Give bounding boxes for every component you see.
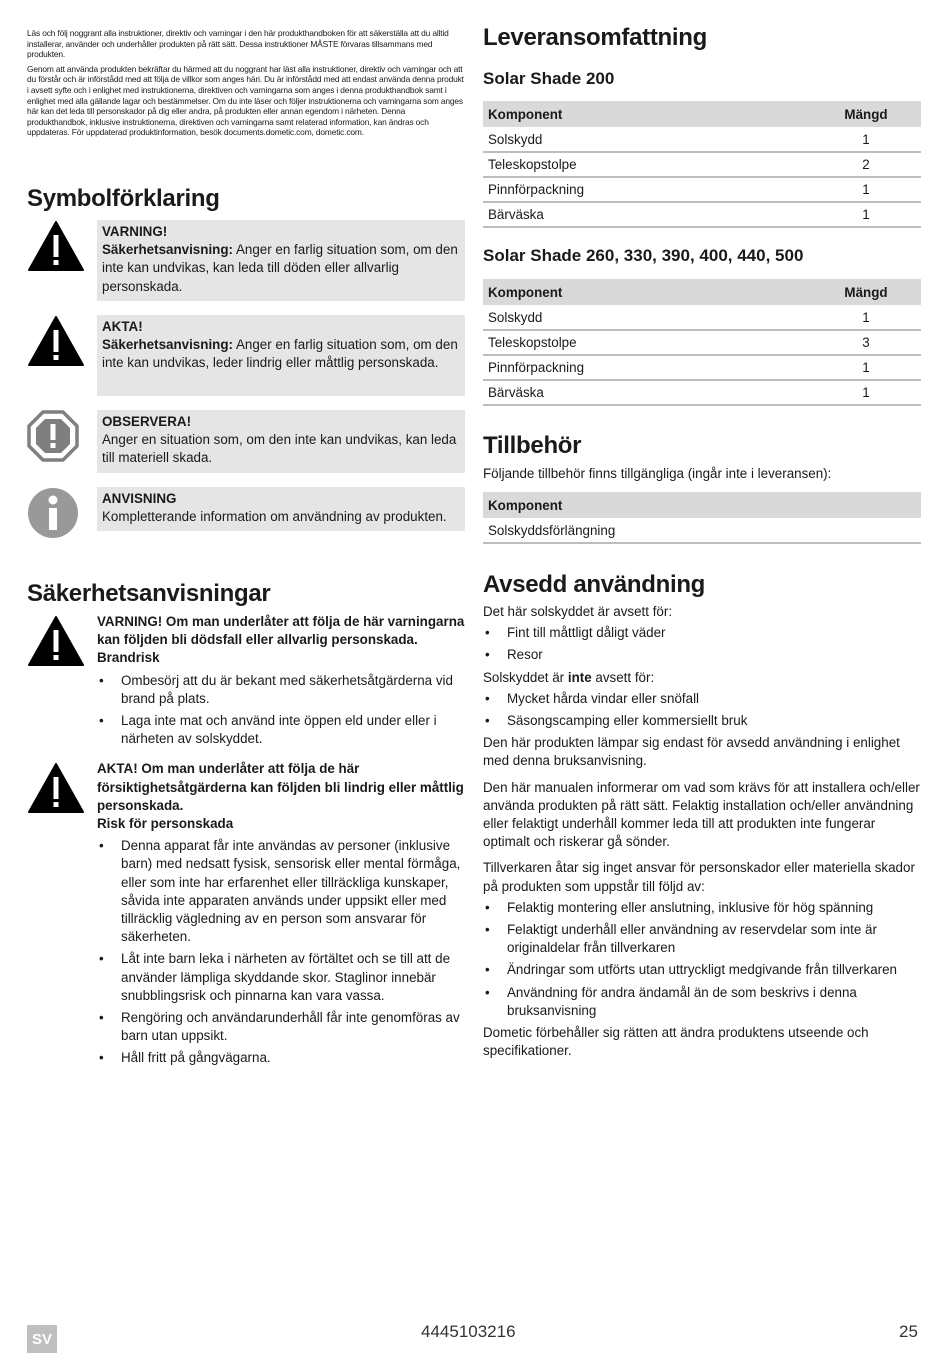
safety-caution-title: AKTA! Om man underlåter att följa de här försiktighetsåtgärderna kan följden bli lindrig eller måttlig personskada. <box>97 761 464 813</box>
list-item: • Låt inte barn leka i närheten av förtältet och se till att de använder lämpliga skyddande skor. Staglinor innebär snubblingsrisk och pinnarna kan vara vassa. <box>97 950 465 1005</box>
intended-not-text <box>483 669 921 687</box>
accessories-table <box>483 492 921 544</box>
intended-use-heading: Avsedd användning <box>483 571 706 598</box>
symbol-caution <box>27 315 465 396</box>
symbol-info <box>27 487 465 539</box>
table-row <box>483 330 921 355</box>
list-item: • Mycket hårda vindar eller snöfall <box>483 690 921 708</box>
table-row <box>483 127 921 152</box>
cell-component: Teleskopstolpe <box>483 152 811 177</box>
symbol-warning-lead: Säkerhetsanvisning: <box>102 242 233 258</box>
warning-triangle-icon <box>27 220 97 272</box>
cell-component: Bärväska <box>483 202 811 227</box>
intended-not-post: avsett för: <box>591 669 655 685</box>
table-row <box>483 152 921 177</box>
list-item: • Resor <box>483 646 921 664</box>
cell-qty: 1 <box>811 305 921 330</box>
symbol-caution-lead: Säkerhetsanvisning: <box>102 337 233 353</box>
col-header-qty: Mängd <box>811 279 921 305</box>
intended-for-text: Det här solskyddet är avsett för: <box>483 604 673 619</box>
symbol-info-title: ANVISNING <box>102 491 177 506</box>
delivery-table-1-title: Solar Shade 200 <box>483 69 615 88</box>
intended-paragraph-2: Den här manualen informerar om vad som krävs för att installera och/eller använda produkten på rätt sätt. Felaktig installation och/eller användning eller felaktigt underhåll kommer leda till att produkten inte fungerar optimalt och riskerar gå sönder. <box>483 779 920 850</box>
safety-warning-block <box>27 613 465 752</box>
symbol-warning-text: Anger en farlig situation som, om den inte kan undvikas, kan leda till döden eller allvarlig personskada. <box>102 242 458 294</box>
intro-paragraph-1: Läs och följ noggrant alla instruktioner, direktiv och varningar i den här produkthandboken för att säkerställa att du alltid installerar, använder och underhåller produkten på rätt sätt. Dessa instruktioner MÅSTE förvaras tillsammans med produkten. <box>27 28 449 60</box>
table-row <box>483 305 921 330</box>
symbol-warning <box>27 220 465 301</box>
accessories-heading: Tillbehör <box>483 432 582 459</box>
symbol-caution-title: AKTA! <box>102 319 143 334</box>
cell-component: Pinnförpackning <box>483 355 811 380</box>
safety-caution-block <box>27 760 465 1071</box>
safety-heading: Säkerhetsanvisningar <box>27 580 271 607</box>
cell-qty: 1 <box>811 127 921 152</box>
delivery-table-1 <box>483 101 921 228</box>
intended-use-body <box>483 603 921 1060</box>
table-row <box>483 202 921 227</box>
col-header-component: Komponent <box>483 492 921 518</box>
cell-qty: 1 <box>811 355 921 380</box>
list-item: • Felaktigt underhåll eller användning av reservdelar som inte är originaldelar från tillverkaren <box>483 921 921 957</box>
delivery-heading: Leveransomfattning <box>483 24 707 51</box>
symbol-notice-title: OBSERVERA! <box>102 414 192 429</box>
cell-qty: 1 <box>811 177 921 202</box>
cell-qty: 1 <box>811 380 921 405</box>
intended-not-bold: inte <box>567 669 592 685</box>
table-row <box>483 177 921 202</box>
cell-component: Solskydd <box>483 127 811 152</box>
list-item: • Användning för andra ändamål än de som beskrivs i denna bruksanvisning <box>483 984 921 1020</box>
list-item: • Ändringar som utförts utan uttryckligt medgivande från tillverkaren <box>483 961 921 979</box>
intro <box>27 28 465 142</box>
symbol-notice-text: Anger en situation som, om den inte kan undvikas, kan leda till materiell skada. <box>102 432 457 466</box>
page-number: 25 <box>899 1322 918 1341</box>
intended-paragraph-3: Tillverkaren åtar sig inget ansvar för personskador eller materiella skador på produkten som uppstår till följd av: <box>483 860 915 894</box>
language-badge: SV <box>27 1325 57 1353</box>
cell-qty: 2 <box>811 152 921 177</box>
cell-component: Bärväska <box>483 380 811 405</box>
cell-component: Solskydd <box>483 305 811 330</box>
symbol-caution-text: Anger en farlig situation som, om den inte kan undvikas, leder lindrig eller måttlig personskada. <box>102 337 458 371</box>
list-item: • Laga inte mat och använd inte öppen eld under eller i närheten av solskyddet. <box>97 712 465 748</box>
col-header-component: Komponent <box>483 279 811 305</box>
list-item: • Denna apparat får inte användas av personer (inklusive barn) med nedsatt fysisk, sensorisk eller mental förmåga, eller som inte har erfarenhet eller tillräckliga kunskaper, såvida inte apparaten används under uppsikt eller med tillräcklig vägledning av en person som ansvarar för säkerheten. <box>97 837 465 946</box>
table-row <box>483 380 921 405</box>
safety-section <box>27 613 465 1080</box>
safety-warning-title: VARNING! Om man underlåter att följa de här varningarna kan följden bli dödsfall eller allvarlig personskada. <box>97 614 465 648</box>
list-item: • Fint till måttligt dåligt väder <box>483 624 921 642</box>
symbol-warning-title: VARNING! <box>102 224 168 239</box>
intended-paragraph-1: Den här produkten lämpar sig endast för avsedd användning i enlighet med denna bruksanvisning. <box>483 735 900 769</box>
delivery-table-2-title: Solar Shade 260, 330, 390, 400, 440, 500 <box>483 246 804 265</box>
safety-caution-subtitle: Risk för personskada <box>97 816 234 832</box>
list-item: • Felaktig montering eller anslutning, inklusive för hög spänning <box>483 899 921 917</box>
symbols-heading: Symbolförklaring <box>27 185 220 212</box>
intended-paragraph-4: Dometic förbehåller sig rätten att ändra produktens utseende och specifikationer. <box>483 1025 869 1059</box>
caution-triangle-icon <box>27 760 97 1071</box>
caution-triangle-icon <box>27 315 97 367</box>
intro-paragraph-2: Genom att använda produkten bekräftar du härmed att du noggrant har läst alla instruktioner, direktiv och varningar och att du förstår och är införstådd med att följa de villkor som anges häri. Du är införstådd med att endast använda denna produkt i avsett syfte och i enlighet med instruktionerna, direktiven och varningarna som anges i denna produkthandbok samt i enlighet med alla gällande lagar och bestämmelser. Om du inte läser och följer instruktionerna och varningarna som anges här kan det leda till personskador på dig eller andra, på produkten eller annan egendom i närheten. Denna produkthandbok, inklusive instruktionerna, direktiven och varningarna samt relaterad information, kan ändras och uppdateras. För uppdaterad produktinformation, besök documents.dometic.com, dometic.com. <box>27 63 464 138</box>
warning-triangle-icon <box>27 613 97 752</box>
list-item: • Håll fritt på gångvägarna. <box>97 1049 465 1067</box>
col-header-qty: Mängd <box>811 101 921 127</box>
cell-qty: 1 <box>811 202 921 227</box>
symbol-legend <box>27 220 465 553</box>
list-item: • Rengöring och användarunderhåll får inte genomföras av barn utan uppsikt. <box>97 1009 465 1045</box>
accessories-text: Följande tillbehör finns tillgängliga (ingår inte i leveransen): <box>483 466 832 481</box>
safety-warning-subtitle: Brandrisk <box>97 650 160 666</box>
cell-component: Pinnförpackning <box>483 177 811 202</box>
document-number: 4445103216 <box>421 1322 516 1341</box>
table-row <box>483 518 921 543</box>
symbol-notice <box>27 410 465 473</box>
cell-component: Teleskopstolpe <box>483 330 811 355</box>
symbol-info-text: Kompletterande information om användning av produkten. <box>102 509 447 525</box>
info-circle-icon <box>27 487 97 539</box>
table-row <box>483 355 921 380</box>
delivery-table-2 <box>483 279 921 406</box>
notice-octagon-icon <box>27 410 97 462</box>
list-item: • Säsongscamping eller kommersiellt bruk <box>483 712 921 730</box>
col-header-component: Komponent <box>483 101 811 127</box>
cell-qty: 3 <box>811 330 921 355</box>
cell-component: Solskyddsförlängning <box>483 518 921 543</box>
intended-not-pre: Solskyddet är <box>483 669 568 685</box>
list-item: • Ombesörj att du är bekant med säkerhetsåtgärderna vid brand på plats. <box>97 672 465 708</box>
